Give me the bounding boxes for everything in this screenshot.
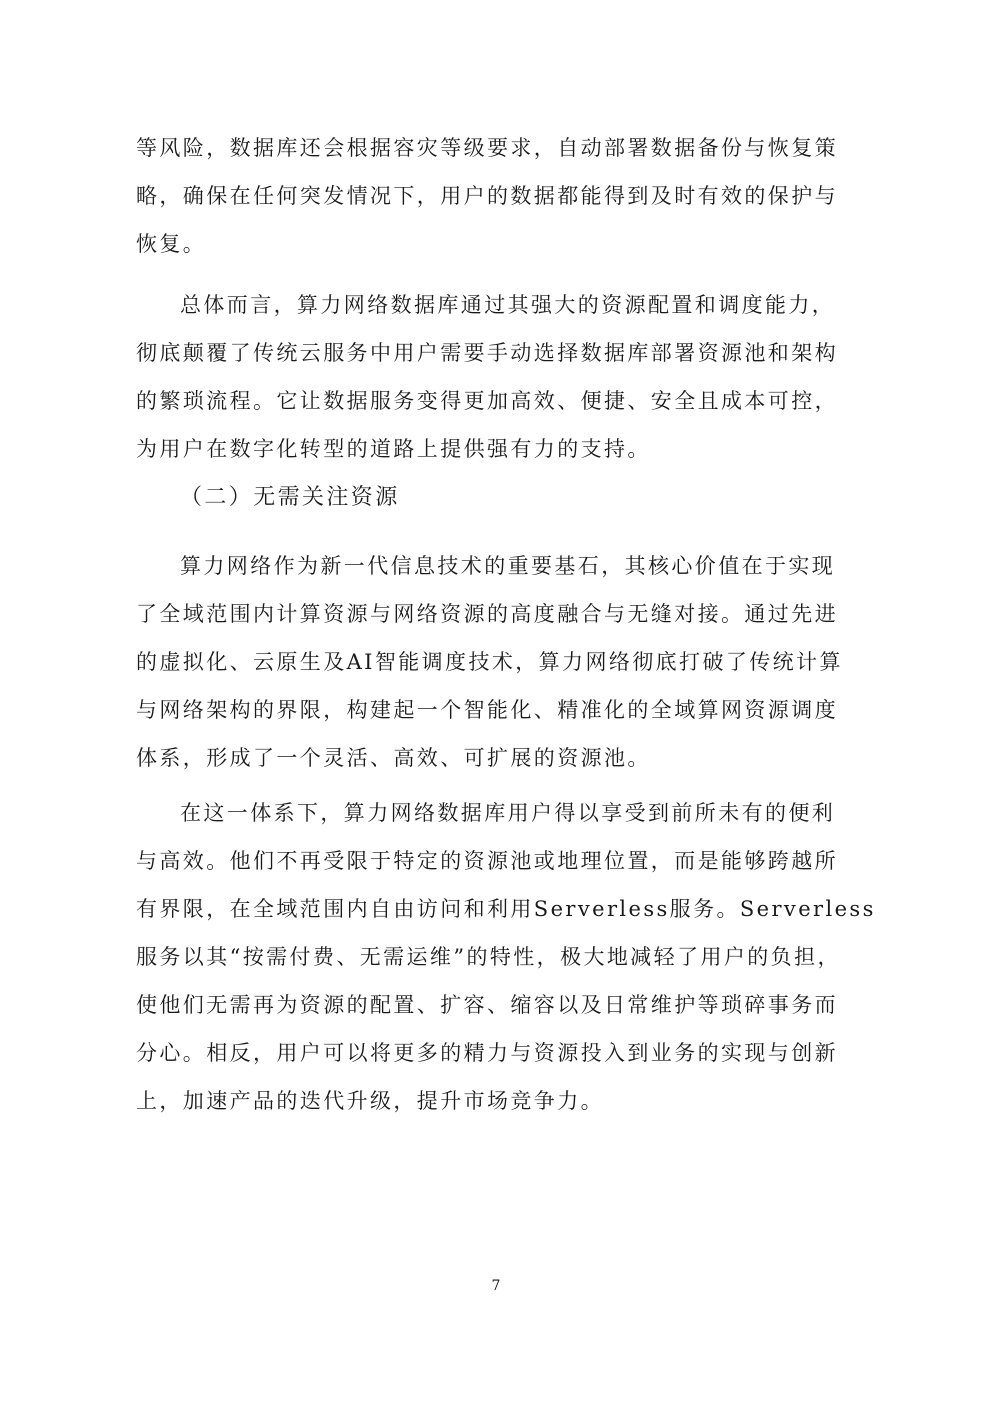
paragraph-line: 有界限，在全域范围内自由访问和利用Serverless服务。Serverless bbox=[136, 897, 876, 921]
paragraph-line: 与高效。他们不再受限于特定的资源池或地理位置，而是能够跨越所 bbox=[136, 849, 838, 873]
paragraph-line: 的虚拟化、云原生及AI智能调度技术，算力网络彻底打破了传统计算 bbox=[136, 650, 843, 674]
paragraph-computing-network bbox=[136, 542, 856, 782]
paragraph-serverless bbox=[136, 789, 876, 1125]
paragraph-summary bbox=[136, 281, 856, 473]
paragraph-line: 在这一体系下，算力网络数据库用户得以享受到前所未有的便利 bbox=[180, 801, 836, 825]
paragraph-line: 使他们无需再为资源的配置、扩容、缩容以及日常维护等琐碎事务而 bbox=[136, 993, 838, 1017]
paragraph-line: 恢复。 bbox=[136, 232, 207, 256]
paragraph-line: 服务以其“按需付费、无需运维”的特性，极大地减轻了用户的负担， bbox=[136, 945, 841, 969]
paragraph-line: 算力网络作为新一代信息技术的重要基石，其核心价值在于实现 bbox=[180, 554, 836, 578]
paragraph-line: 总体而言，算力网络数据库通过其强大的资源配置和调度能力， bbox=[180, 293, 836, 317]
paragraph-line: 的繁琐流程。它让数据服务变得更加高效、便捷、安全且成本可控， bbox=[136, 389, 838, 413]
paragraph-line: 上，加速产品的迭代升级，提升市场竞争力。 bbox=[136, 1089, 604, 1113]
page-number: 7 bbox=[491, 1278, 501, 1294]
paragraph-line: 分心。相反，用户可以将更多的精力与资源投入到业务的实现与创新 bbox=[136, 1041, 838, 1065]
paragraph-line: 体系，形成了一个灵活、高效、可扩展的资源池。 bbox=[136, 746, 651, 770]
paragraph-line: 与网络架构的界限，构建起一个智能化、精准化的全域算网资源调度 bbox=[136, 698, 838, 722]
paragraph-line: 彻底颠覆了传统云服务中用户需要手动选择数据库部署资源池和架构 bbox=[136, 341, 838, 365]
paragraph-line: 等风险，数据库还会根据容灾等级要求，自动部署数据备份与恢复策 bbox=[136, 136, 838, 160]
paragraph-continuation bbox=[136, 124, 856, 268]
paragraph-line: 为用户在数字化转型的道路上提供强有力的支持。 bbox=[136, 437, 651, 461]
paragraph-line: 了全域范围内计算资源与网络资源的高度融合与无缝对接。通过先进 bbox=[136, 602, 838, 626]
section-heading: （二）无需关注资源 bbox=[180, 485, 400, 510]
paragraph-line: 略，确保在任何突发情况下，用户的数据都能得到及时有效的保护与 bbox=[136, 184, 838, 208]
